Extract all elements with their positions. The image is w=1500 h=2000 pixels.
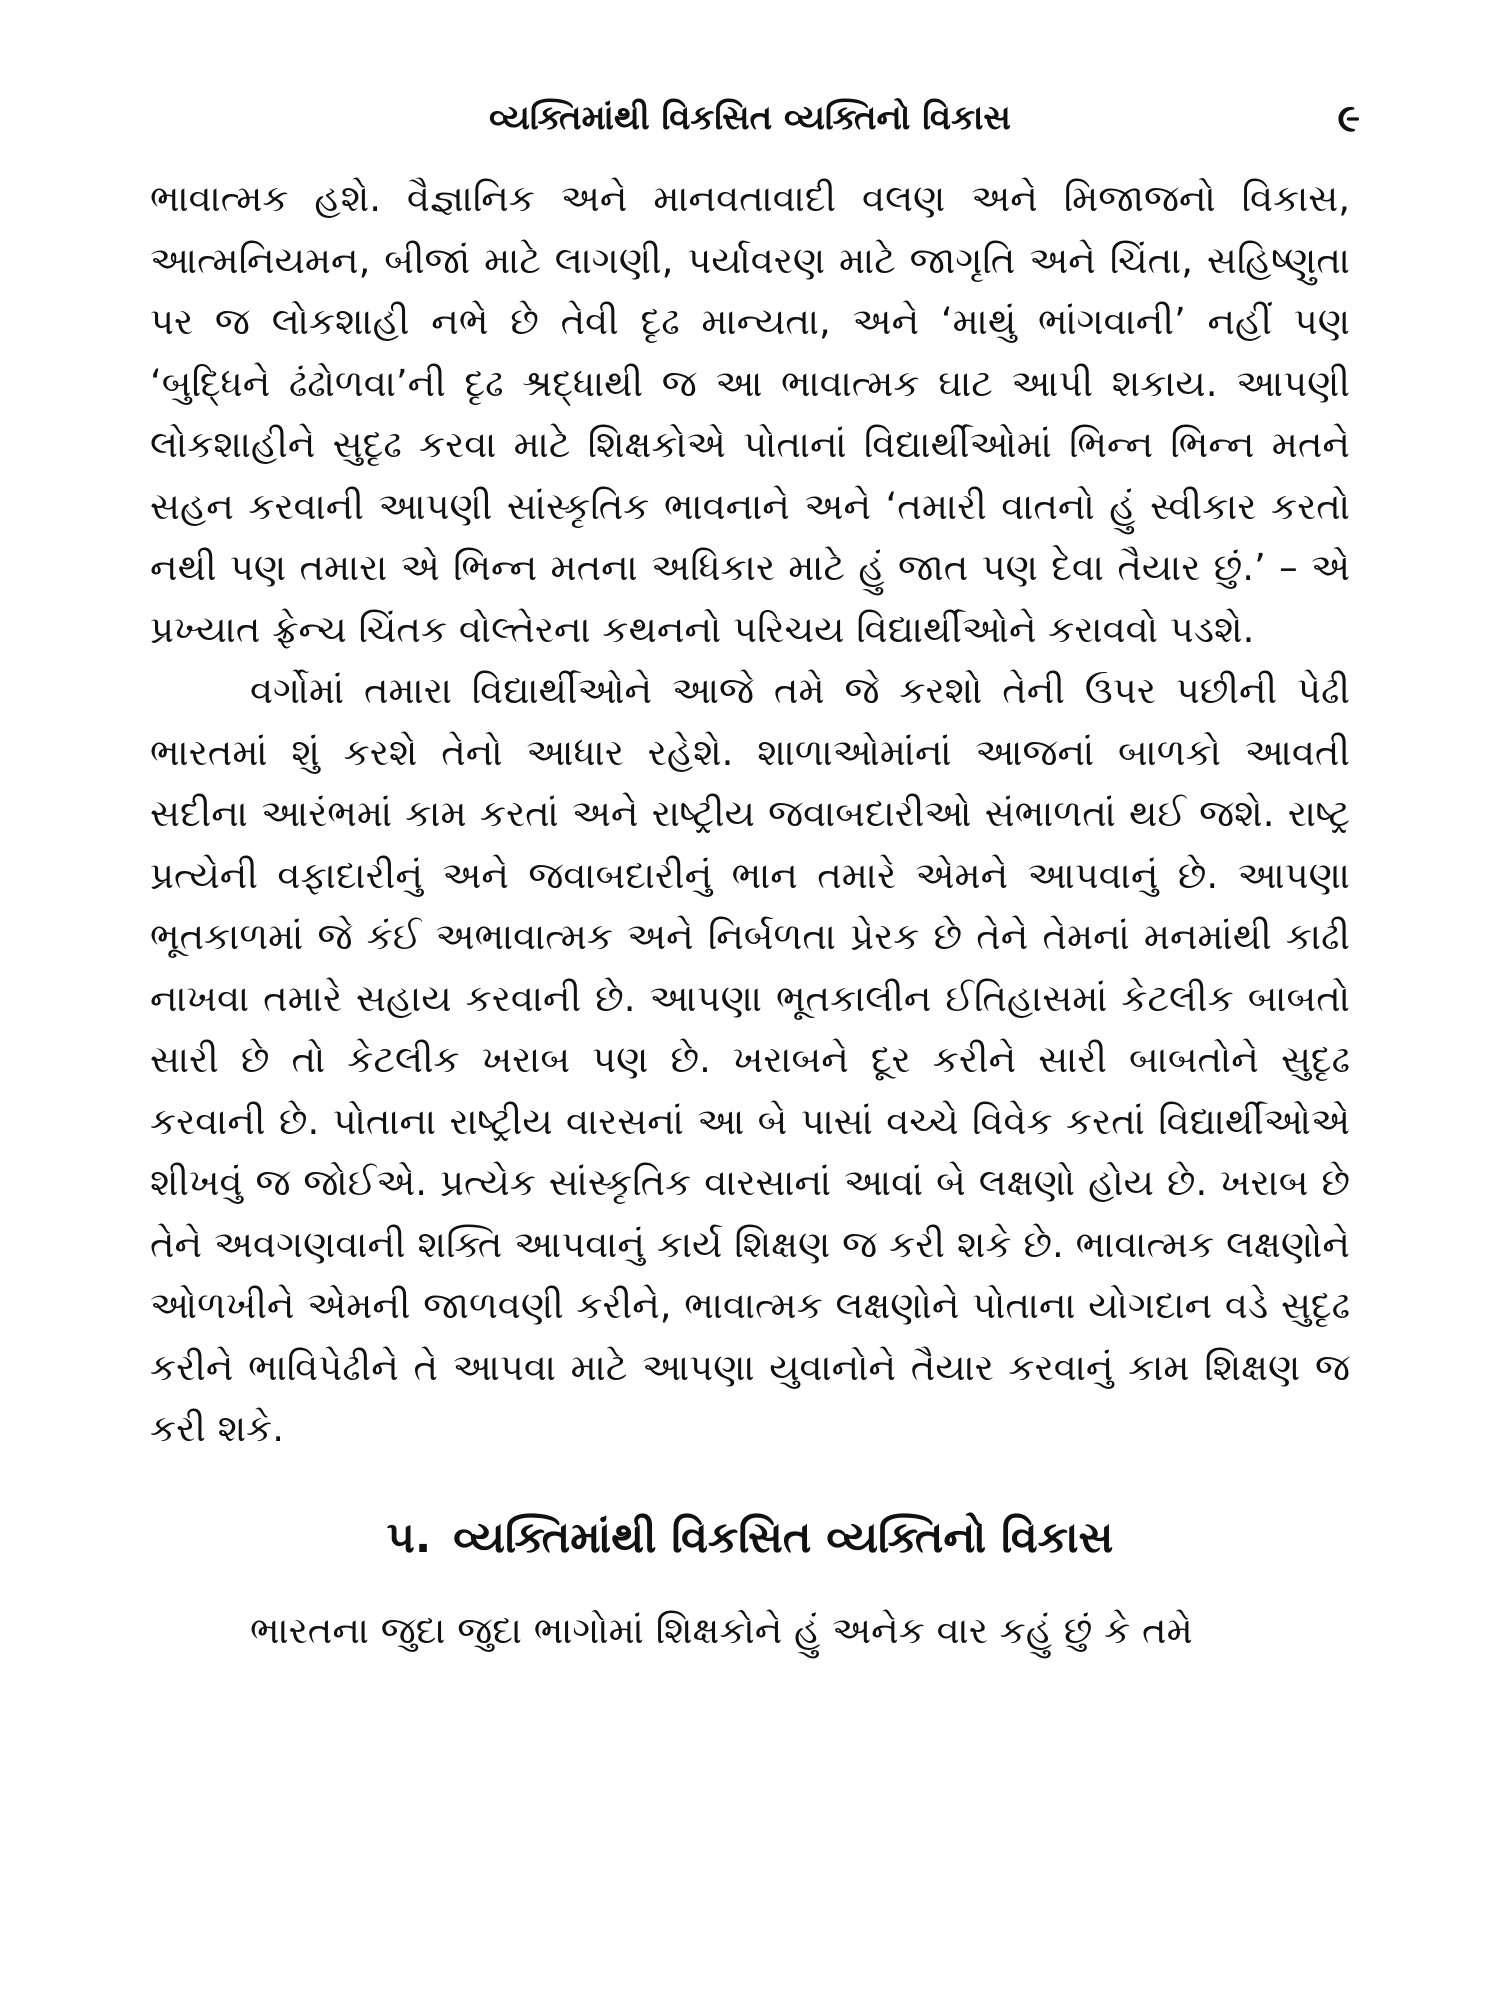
paragraph: વર્ગોમાં તમારા વિદ્યાર્થીઓને આજે તમે જે કરશો તેની ઉપર પછીની પેઢી ભારતમાં શું કરશે તેનો આધાર રહેશે. શાળાઓમાંનાં આજનાં બાળકો આવતી સદીના આરંભમાં કામ કરતાં અને રાષ્ટ્રીય જવાબદારીઓ સંભાળતાં થઈ જશે. રાષ્ટ્ર પ્રત્યેની વફાદારીનું અને જવાબદારીનું ભાન તમારે એમને આપવાનું છે. આપણા ભૂતકાળમાં જે કંઈ અભાવાત્મક અને નિર્બળતા પ્રેરક છે તેને તેમનાં મનમાંથી કાઢી નાખવા તમારે સહાય કરવાની છે. આપણા ભૂતકાલીન ઈતિહાસમાં કેટલીક બાબતો સારી છે તો કેટલીક ખરાબ પણ છે. ખરાબને દૂર કરીને સારી બાબતોને સુદૃઢ કરવાની છે. પોતાના રાષ્ટ્રીય વારસનાં આ બે પાસાં વચ્ચે વિવેક કરતાં વિદ્યાર્થીઓએ શીખવું જ જોઈએ. પ્રત્યેક સાંસ્કૃતિક વારસાનાં આવાં બે લક્ષણો હોય છે. ખરાબ છે તેને અવગણવાની શક્તિ આપવાનું કાર્ય શિક્ષણ જ કરી શકે છે. ભાવાત્મક લક્ષણોને ઓળખીને એમની જાળવણી કરીને, ભાવાત્મક લક્ષણોને પોતાના યોગદાન વડે સુદૃઢ કરીને ભાવિપેઢીને તે આપવા માટે આપણા યુવાનોને તૈયાર કરવાનું કામ શિક્ષણ જ કરી શકે.	[150, 669, 1350, 1450]
page-body	[150, 168, 1350, 1661]
running-header	[140, 88, 1360, 148]
section-heading	[150, 1502, 1350, 1574]
section-number: ૫.	[386, 1512, 432, 1563]
section-title: વ્યક્તિમાંથી વિકસિત વ્યક્તિનો વિકાસ	[453, 1512, 1114, 1563]
running-title: વ્યક્તિમાંથી વિકસિત વ્યક્તિનો વિકાસ	[489, 98, 1011, 138]
paragraph-continued: ભાવાત્મક હશે. વૈજ્ઞાનિક અને માનવતાવાદી વલણ અને મિજાજનો વિકાસ, આત્મનિયમન, બીજાં માટે લાગણી, પર્યાવરણ માટે જાગૃતિ અને ચિંતા, સહિષ્ણુતા પર જ લોકશાહી નભે છે તેવી દૃઢ માન્યતા, અને ‘માથું ભાંગવાની’ નહીં પણ ‘બુદ્ધિને ઢંઢોળવા’ની દૃઢ શ્રદ્ધાથી જ આ ભાવાત્મક ઘાટ આપી શકાય. આપણી લોકશાહીને સુદૃઢ કરવા માટે શિક્ષકોએ પોતાનાં વિદ્યાર્થીઓમાં ભિન્ન ભિન્ન મતને સહન કરવાની આપણી સાંસ્કૃતિક ભાવનાને અને ‘તમારી વાતનો હું સ્વીકાર કરતો નથી પણ તમારા એ ભિન્ન મતના અધિકાર માટે હું જાત પણ દેવા તૈયાર છું.’ – એ પ્રખ્યાત ફ્રેન્ચ ચિંતક વોલ્તેરના કથનનો પરિચય વિદ્યાર્થીઓને કરાવવો પડશે.	[150, 177, 1350, 651]
page-number: ૯	[1337, 96, 1360, 140]
paragraph-final: ભારતના જુદા જુદા ભાગોમાં શિક્ષકોને હું અનેક વાર કહું છું કે તમે	[250, 1608, 1193, 1652]
